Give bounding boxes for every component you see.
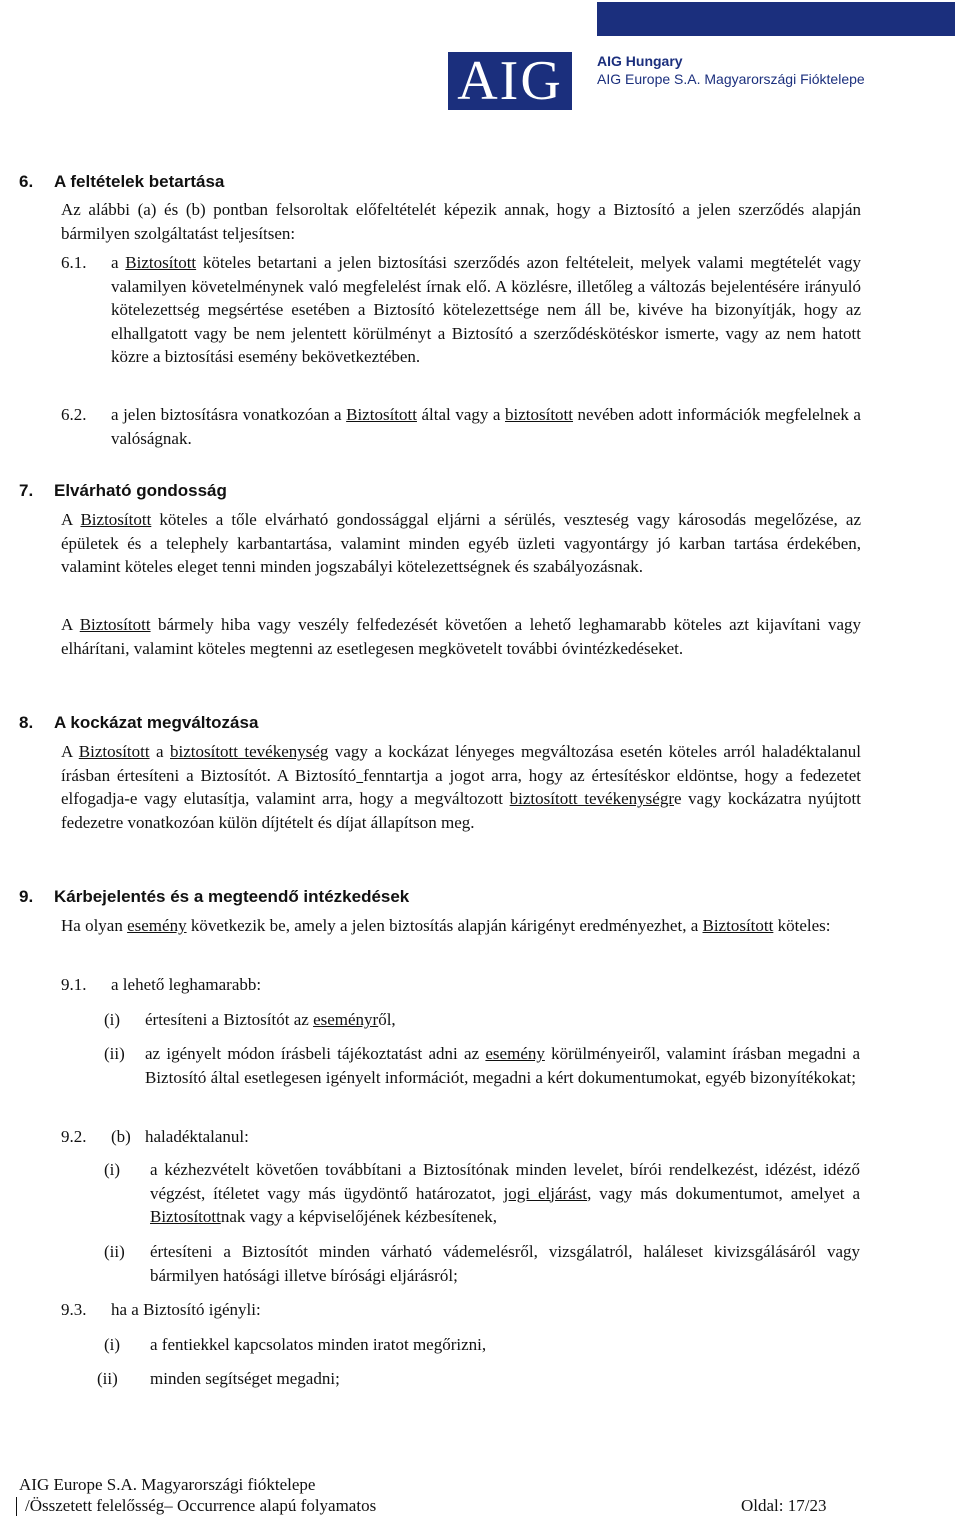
item-9-3-i-text: a fentiekkel kapcsolatos minden iratot megőrizni, bbox=[150, 1335, 487, 1354]
section-9-heading bbox=[19, 886, 919, 908]
section-6-heading bbox=[19, 171, 919, 193]
term-link: Biztosított bbox=[702, 916, 774, 935]
section-number: 7. bbox=[19, 481, 34, 500]
section-7-heading bbox=[19, 480, 919, 502]
item-9-2-ii-text: értesíteni a Biztosítót minden várható vádemelésről, vizsgálatról, haláleset kivizsgálásáról vagy bármilyen hatósági illetve bírósági eljárásról; bbox=[150, 1242, 860, 1285]
footer-divider bbox=[16, 1497, 17, 1516]
section-number: 9. bbox=[19, 887, 34, 906]
item-9-3-ii-text: minden segítséget megadni; bbox=[150, 1369, 340, 1388]
item-9-3-number: 9.3. bbox=[61, 1300, 87, 1319]
sub-item-label: (i) bbox=[104, 1335, 121, 1354]
section-8-paragraph: A Biztosított a biztosított tevékenység vagy a kockázat lényeges megváltozása esetén köteles arról haladéktalanul írásban értesíteni a Biztosítót. A Biztosító fenntartja a jogot arra, hogy az értesítéskor eldöntse, hogy a fedezetet elfogadja-e vagy elutasítja, valamint arra, hogy a megváltozott biztosított tevékenységre vagy kockázatra nyújtott fedezetre vonatkozóan külön díjtételt és díjat állapítson meg. bbox=[61, 742, 862, 832]
term-link: biztosított tevékenységr bbox=[509, 789, 674, 809]
item-9-2-label: (b) bbox=[111, 1127, 131, 1146]
item-9-1-number: 9.1. bbox=[61, 975, 87, 994]
term-link: Biztosított bbox=[79, 615, 151, 634]
aig-logo bbox=[448, 52, 572, 110]
item-9-2-i-text: a kézhezvételt követően továbbítani a Biztosítónak minden levelet, bírói rendelkezést, idézést, idéző végzést, ítéletet vagy más ügydöntő határozatot, jogi eljárást, vagy más dokumentumot, amelyet a Biztosítottnak vagy a képviselőjének kézbesítenek, bbox=[150, 1160, 861, 1227]
item-6-1-text: a Biztosított köteles betartani a jelen biztosítási szerződés azon feltételeit, melyek valami megtételét vagy valamilyen követelménynek való megfelelést írnak elő. A közlésre, illetőleg a változás bejelentésére irányuló kötelezettség megsértése esetében a Biztosító kötelezettsége nem áll be, kivéve ha bizonyítják, hogy az elhallgatott vagy be nem jelentett körülményt a Biztosító a szerződéskötéskor ismerte, vagy az nem hatott közre a biztosítási esemény bekövetkeztében. bbox=[111, 253, 861, 367]
item-6-2-text: a jelen biztosításra vonatkozóan a Biztosított által vagy a biztosított nevében adott információk megfelelnek a valóságnak. bbox=[111, 405, 861, 448]
header-color-band bbox=[597, 2, 955, 36]
term-link: Biztosított bbox=[150, 1207, 221, 1227]
term-link: biztosított bbox=[505, 405, 573, 424]
sub-item-label: (i) bbox=[104, 1160, 121, 1179]
item-6-1-number: 6.1. bbox=[61, 253, 87, 272]
section-title: A kockázat megváltozása bbox=[54, 713, 259, 732]
section-6-intro: Az alábbi (a) és (b) pontban felsoroltak előfeltételét képezik annak, hogy a Biztosító a jelen szerződés alapján bármilyen szolgáltatást teljesítsen: bbox=[61, 200, 861, 243]
footer-company: AIG Europe S.A. Magyarországi fióktelepe bbox=[19, 1475, 316, 1494]
company-branch: AIG Europe S.A. Magyarországi Fióktelepe bbox=[597, 71, 865, 87]
term-link: Biztosított bbox=[80, 510, 152, 529]
item-9-1-i-text: értesíteni a Biztosítót az eseményről, bbox=[145, 1010, 396, 1029]
sub-item-label: (ii) bbox=[97, 1369, 118, 1388]
item-9-2-text: haladéktalanul: bbox=[145, 1127, 249, 1146]
term-link: esemény bbox=[485, 1044, 545, 1063]
item-6-2-number: 6.2. bbox=[61, 405, 87, 424]
item-9-1-ii-text: az igényelt módon írásbeli tájékoztatást adni az esemény körülményeiről, valamint írásban megadni a Biztosító által esetlegesen igényelt információt, megadni a kért dokumentumokat, egyéb bizonyítékokat; bbox=[145, 1044, 860, 1087]
term-link: eseményr bbox=[313, 1010, 379, 1029]
section-number: 6. bbox=[19, 172, 34, 191]
term-link: jogi eljárást bbox=[503, 1183, 588, 1203]
term-link: esemény bbox=[127, 916, 187, 935]
item-9-3-text: ha a Biztosító igényli: bbox=[111, 1300, 261, 1319]
item-9-2-number: 9.2. bbox=[61, 1127, 87, 1146]
sub-item-label: (i) bbox=[104, 1010, 121, 1029]
section-7-paragraph-2: A Biztosított bármely hiba vagy veszély felfedezését követően a lehető leghamarabb köteles azt kijavítani vagy elhárítani, valamint köteles megtenni az esetlegesen megkövetelt további óvintézkedéseket. bbox=[61, 615, 861, 658]
section-7-paragraph-1: A Biztosított köteles a tőle elvárható gondossággal eljárni a sérülés, veszteség vagy károsodás megelőzése, az épületek és a telephely karbantartása, valamint minden egyéb üzleti vagyontárgy jó karban tartása érdekében, valamint köteles eleget tenni minden jogszabályi kötelezettségnek és szabályozásnak. bbox=[61, 510, 862, 577]
footer-page-number: Oldal: 17/23 bbox=[741, 1496, 827, 1515]
term-link: Biztosított bbox=[125, 253, 197, 272]
section-8-heading bbox=[19, 712, 919, 734]
section-9-intro: Ha olyan esemény következik be, amely a jelen biztosítás alapján kárigényt eredményezhet, a Biztosított köteles: bbox=[61, 916, 831, 935]
sub-item-label: (ii) bbox=[104, 1242, 125, 1261]
section-title: Kárbejelentés és a megteendő intézkedések bbox=[54, 887, 410, 906]
term-link: biztosított tevékenység bbox=[170, 742, 329, 761]
term-link: Biztosított bbox=[78, 742, 150, 761]
logo-text: AIG bbox=[457, 50, 563, 112]
section-number: 8. bbox=[19, 713, 34, 732]
sub-item-label: (ii) bbox=[104, 1044, 125, 1063]
item-9-1-text: a lehető leghamarabb: bbox=[111, 975, 262, 994]
section-title: Elvárható gondosság bbox=[54, 481, 227, 500]
term-link: Biztosított bbox=[346, 405, 417, 424]
section-title: A feltételek betartása bbox=[54, 172, 225, 191]
company-name: AIG Hungary bbox=[597, 53, 683, 69]
footer-document: /Összetett felelősség– Occurrence alapú folyamatos bbox=[25, 1496, 377, 1515]
